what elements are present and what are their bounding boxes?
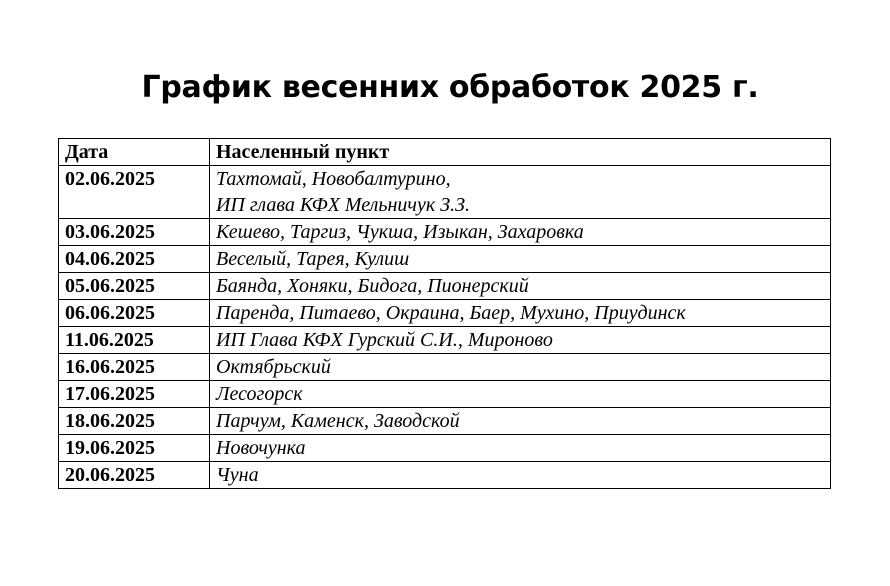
settlement-line: Тахтомай, Новобалтурино, bbox=[216, 168, 451, 190]
settlement-line: Кешево, Таргиз, Чукша, Изыкан, Захаровка bbox=[216, 221, 584, 243]
header-settlement: Населенный пункт bbox=[210, 139, 831, 166]
row-settlements bbox=[210, 246, 831, 273]
table-row bbox=[59, 273, 831, 300]
header-date: Дата bbox=[59, 139, 210, 166]
table-row bbox=[59, 300, 831, 327]
row-date: 20.06.2025 bbox=[59, 462, 210, 489]
schedule-table bbox=[58, 138, 831, 489]
settlement-line: ИП Глава КФХ Гурский С.И., Мироново bbox=[216, 329, 553, 351]
table-row bbox=[59, 408, 831, 435]
row-settlements bbox=[210, 354, 831, 381]
row-settlements bbox=[210, 327, 831, 354]
row-settlements bbox=[210, 219, 831, 246]
row-date: 17.06.2025 bbox=[59, 381, 210, 408]
row-settlements bbox=[210, 166, 831, 219]
table-row bbox=[59, 354, 831, 381]
settlement-line: Парчум, Каменск, Заводской bbox=[216, 410, 460, 432]
table-row bbox=[59, 246, 831, 273]
settlement-line: Баянда, Хоняки, Бидога, Пионерский bbox=[216, 275, 529, 297]
settlement-line: Веселый, Тарея, Кулиш bbox=[216, 248, 410, 270]
row-date: 18.06.2025 bbox=[59, 408, 210, 435]
row-settlements bbox=[210, 381, 831, 408]
table-header-row bbox=[59, 139, 831, 166]
row-date: 02.06.2025 bbox=[59, 166, 210, 219]
row-settlements bbox=[210, 435, 831, 462]
row-date: 11.06.2025 bbox=[59, 327, 210, 354]
row-date: 06.06.2025 bbox=[59, 300, 210, 327]
settlement-line: Паренда, Питаево, Окраина, Баер, Мухино, Приудинск bbox=[216, 302, 686, 324]
settlement-line: ИП глава КФХ Мельничук З.З. bbox=[216, 194, 470, 216]
row-date: 16.06.2025 bbox=[59, 354, 210, 381]
table-row bbox=[59, 219, 831, 246]
row-date: 03.06.2025 bbox=[59, 219, 210, 246]
table-row bbox=[59, 462, 831, 489]
row-settlements bbox=[210, 462, 831, 489]
table-body bbox=[59, 166, 831, 489]
row-settlements bbox=[210, 408, 831, 435]
settlement-line: Октябрьский bbox=[216, 356, 331, 378]
settlement-line: Лесогорск bbox=[216, 383, 303, 405]
row-date: 05.06.2025 bbox=[59, 273, 210, 300]
table-row bbox=[59, 166, 831, 219]
settlement-line: Новочунка bbox=[216, 437, 306, 459]
row-settlements bbox=[210, 300, 831, 327]
table-row bbox=[59, 381, 831, 408]
row-settlements bbox=[210, 273, 831, 300]
table-row bbox=[59, 327, 831, 354]
row-date: 04.06.2025 bbox=[59, 246, 210, 273]
settlement-line: Чуна bbox=[216, 464, 259, 486]
table-row bbox=[59, 435, 831, 462]
row-date: 19.06.2025 bbox=[59, 435, 210, 462]
page-title: График весенних обработок 2025 г. bbox=[141, 70, 759, 105]
